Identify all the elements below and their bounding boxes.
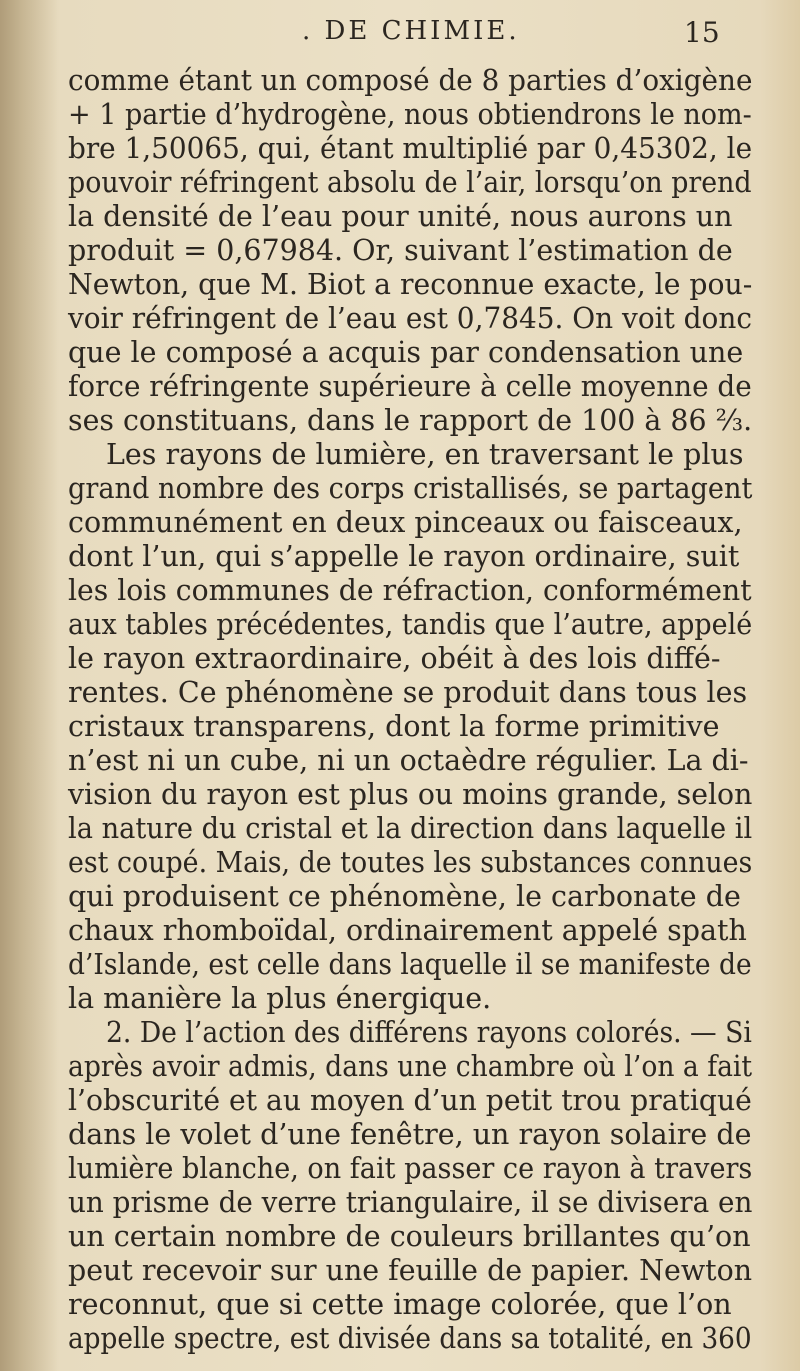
text-line: voir réfringent de l’eau est 0,7845. On voit donc [68, 302, 752, 335]
text-line: chaux rhomboïdal, ordinairement appelé spath [68, 914, 747, 947]
text-line: comme étant un composé de 8 parties d’oxigène [68, 64, 753, 97]
text-line: lumière blanche, on fait passer ce rayon à travers [68, 1152, 753, 1185]
text-line: est coupé. Mais, de toutes les substances connues [68, 846, 753, 879]
text-line: la nature du cristal et la direction dans laquelle il [68, 812, 753, 845]
text-line: aux tables précédentes, tandis que l’autre, appelé [68, 608, 753, 641]
text-line: appelle spectre, est divisée dans sa totalité, en 360 [68, 1322, 752, 1355]
text-line: un certain nombre de couleurs brillantes qu’on [68, 1220, 751, 1253]
paragraph-start-line: Les rayons de lumière, en traversant le plus [106, 438, 744, 471]
text-line: d’Islande, est celle dans laquelle il se manifeste de [68, 948, 752, 981]
text-line: dont l’un, qui s’appelle le rayon ordinaire, suit [68, 540, 740, 573]
text-line: cristaux transparens, dont la forme primitive [68, 710, 720, 743]
text-line: rentes. Ce phénomène se produit dans tous les [68, 676, 748, 709]
text-line: dans le volet d’une fenêtre, un rayon solaire de [68, 1118, 752, 1151]
text-line: reconnut, que si cette image colorée, que l’on [68, 1288, 732, 1321]
text-line: les lois communes de réfraction, conformément [68, 574, 752, 607]
section-heading-line: 2. De l’action des différens rayons colorés. — Si [106, 1016, 752, 1049]
text-line: que le composé a acquis par condensation une [68, 336, 744, 369]
text-line: produit = 0,67984. Or, suivant l’estimation de [68, 234, 733, 267]
text-line: n’est ni un cube, ni un octaèdre régulier. La di- [68, 744, 749, 777]
text-line: peut recevoir sur une feuille de papier. Newton [68, 1254, 753, 1287]
text-line: après avoir admis, dans une chambre où l’on a fait [68, 1050, 753, 1083]
text-line: vision du rayon est plus ou moins grande, selon [68, 778, 753, 811]
text-line: un prisme de verre triangulaire, il se divisera en [68, 1186, 753, 1219]
page-number: 15 [684, 16, 720, 49]
text-line: ses constituans, dans le rapport de 100 à 86 ⅔. [68, 404, 753, 437]
text-line: l’obscurité et au moyen d’un petit trou pratiqué [68, 1084, 752, 1117]
text-line: + 1 partie d’hydrogène, nous obtiendrons le nom- [68, 98, 752, 131]
text-line: force réfringente supérieure à celle moyenne de [68, 370, 752, 403]
text-line: la densité de l’eau pour unité, nous aurons un [68, 200, 733, 233]
text-line: Newton, que M. Biot a reconnue exacte, le pou- [68, 268, 753, 301]
text-line: qui produisent ce phénomène, le carbonate de [68, 880, 741, 913]
text-line: la manière la plus énergique. [68, 982, 492, 1015]
text-line: grand nombre des corps cristallisés, se partagent [68, 472, 753, 505]
text-line: bre 1,50065, qui, étant multiplié par 0,45302, le [68, 132, 753, 165]
text-line: pouvoir réfringent absolu de l’air, lorsqu’on prend [68, 166, 752, 199]
text-line: communément en deux pinceaux ou faisceaux, [68, 506, 743, 539]
running-title: . DE CHIMIE. [302, 16, 520, 46]
text-line: le rayon extraordinaire, obéit à des lois diffé- [68, 642, 721, 675]
